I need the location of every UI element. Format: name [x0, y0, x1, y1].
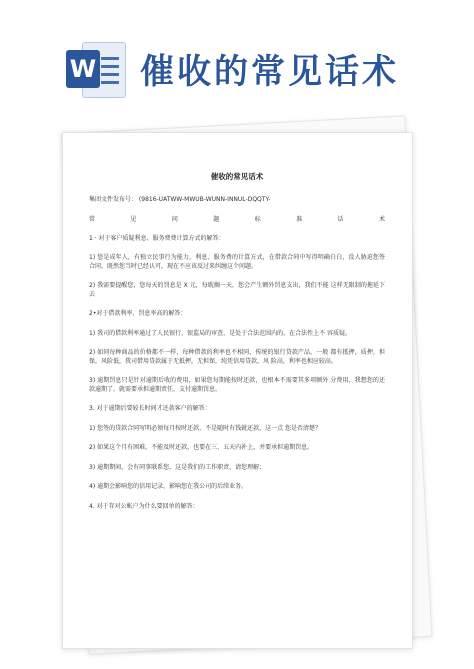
paragraph-section-3-heading: 3. 对于逾期后要较长时间才还款客户的解答： [89, 405, 211, 412]
paragraph: 2) 我需要提醒您，您每天的罚息是 X 元，每耽搁一天，您会产生额外罚息支出，我们不能 这样无限制的拖延下去 [89, 282, 385, 298]
heading-char: 见 [130, 216, 137, 223]
word-letter-badge: W [66, 50, 100, 88]
document-meta-line: 集团文件发布号： (9816-UATWW-MWUB-WUNN-INNUL-DQQTY- [89, 195, 271, 203]
heading-char: 话 [337, 216, 344, 223]
heading-char: 标 [254, 216, 261, 223]
heading-char: 准 [296, 216, 303, 223]
document-page [62, 132, 413, 649]
paragraph: 1) 我司的借款利率通过了人民银行、银监局的审查，是处于合法范围内的，在合法性上不 容质疑。 [89, 329, 351, 337]
paragraph-section-1-heading: 1 · 对于客户质疑利息、服务费费计算方式的解答： [89, 234, 225, 242]
paragraph: 1) 您是成年人，有独立民事行为能力，利息、服务费的计算方式，在借款合同中写得明确白白，没人胁迫您签合同，既然您当时已经认可，现在不应该反过来纠缠这个问题。 [89, 254, 385, 270]
paragraph: 4) 逾期会影响您的信用记录，影响您在我公司的后续业务。 [89, 483, 248, 490]
paragraph: 2) 如同每种商品的价格都不一样，每种借款的利率也不相同，传统的银行贷款产品，一般 都有抵押，质押，担保，风险低，我司借用贷款属于无抵押，无担保，纯凭信用贷款，风 险高，利率也相应较高。 [89, 349, 385, 365]
word-icon [66, 40, 126, 98]
heading-char: 常 [89, 216, 96, 223]
paragraph: 3) 逾期期间，会有同事联系您，这是我们的工作职责，请您理解； [89, 463, 266, 471]
heading-char: 术 [378, 216, 385, 223]
paragraph: 3) 逾期罚息只是针对逾期后收的费用，如果您每期能按时还款，也根本不需要其多项额外 分费用，我想您的还款逾期了，就需要承担逾期责任，支付逾期罚息。 [89, 377, 385, 393]
paragraph: 1) 您签的贷款合同写明必须每月按时还款，不是随时有钱就还款，这一点 您是否清楚？ [89, 424, 321, 432]
document-content [89, 173, 385, 522]
paragraph-section-4-heading: 4. 对于存对公帐户为什么要回单的解答： [89, 502, 199, 510]
header-banner [0, 0, 474, 118]
paragraph: 2) 如果这个月有困难，不能及时还款，也要在三、五天内补上，并要承担逾期罚息。 [89, 444, 314, 451]
document-title: 催收的常见话术 [210, 172, 264, 181]
paragraph-section-2-heading: 2•对于借款利率、罚息率高的解答： [89, 310, 187, 317]
page-title: 催收的常见话术 [140, 52, 399, 92]
heading-char: 题 [213, 216, 220, 223]
heading-char: 问 [171, 216, 178, 223]
section-heading [89, 216, 385, 225]
